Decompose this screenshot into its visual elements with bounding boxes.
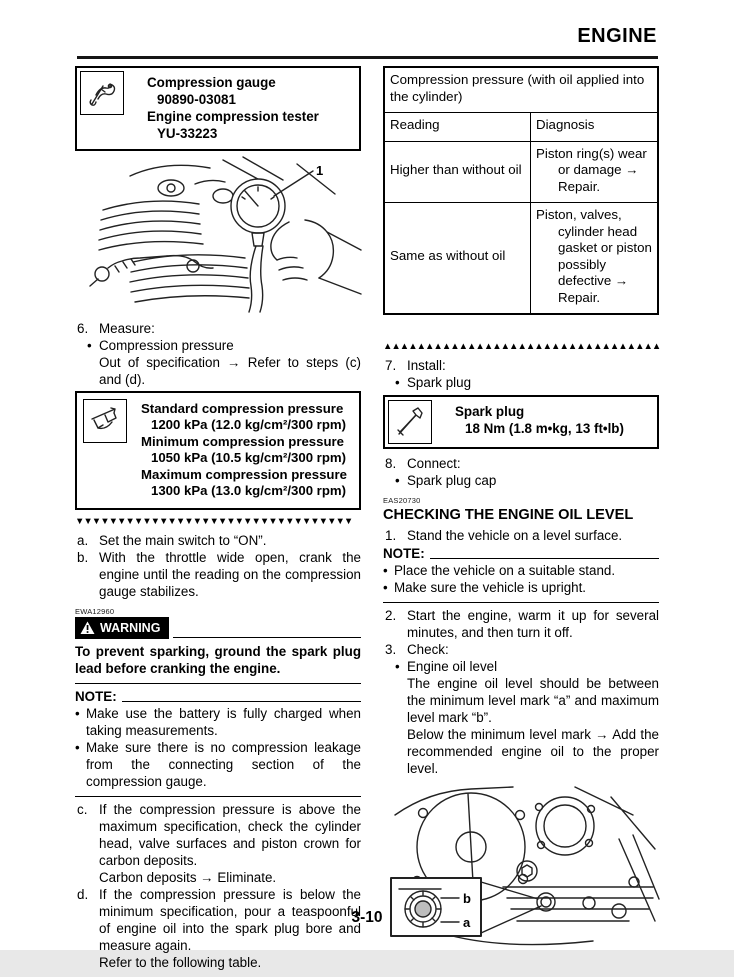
step-letter: c. <box>77 802 88 818</box>
section-code: EAS20730 <box>383 496 421 505</box>
procedure-end-separator: ▲▲▲▲▲▲▲▲▲▲▲▲▲▲▲▲▲▲▲▲▲▲▲▲▲▲▲▲▲▲▲▲▲ <box>383 341 661 352</box>
left-column <box>75 66 361 971</box>
step-3-check <box>383 641 659 658</box>
bullet-dot <box>395 658 407 777</box>
step-label: Connect: <box>407 456 461 471</box>
step-label: Check: <box>407 642 449 657</box>
spec-value-standard: 1200 kPa (12.0 kg/cm²/300 rpm) <box>151 417 346 433</box>
cell-diagnosis: Piston ring(s) wear or damage → Repair. <box>531 141 659 203</box>
oil-level-action: Below the minimum level mark → Add the recommended engine oil to the proper level. <box>407 727 659 776</box>
bullet-text: Engine oil level <box>407 659 498 674</box>
step-7-bullet: • Spark plug <box>383 374 659 391</box>
note-label: NOTE: <box>383 546 425 561</box>
step-8-bullet: • Spark plug cap <box>383 472 659 489</box>
step-7-install <box>383 357 659 374</box>
page-number: 3-10 <box>351 909 383 926</box>
step-2-start-engine <box>383 607 659 641</box>
note-end-rule <box>383 602 659 603</box>
step-text-detail: Carbon deposits → Eliminate. <box>99 870 277 886</box>
bullet-dot <box>75 705 86 739</box>
column-header-diagnosis: Diagnosis <box>531 113 659 142</box>
bullet-dot <box>395 472 407 489</box>
page-title: ENGINE <box>577 25 657 47</box>
step-d <box>75 886 361 971</box>
tool-number-2: YU-33223 <box>157 126 218 141</box>
right-column <box>383 66 659 977</box>
bullet-dot <box>383 562 394 579</box>
warning-badge <box>75 617 169 639</box>
bullet-text: Compression pressure <box>99 338 234 353</box>
note-item: • Make sure there is no compression leakage from the connecting section of the compression gauge. <box>75 739 361 790</box>
figure-oil-level <box>383 781 659 975</box>
spec-value-minimum: 1050 kPa (10.5 kg/cm²/300 rpm) <box>151 450 346 466</box>
oil-level-description: The engine oil level should be between the minimum level mark “a” and maximum level mark “b”. <box>407 676 659 725</box>
step-text: Stand the vehicle on a level surface. <box>407 528 623 543</box>
table-header-row <box>384 113 658 142</box>
step-text <box>99 886 361 971</box>
figure2-label-min: a <box>463 915 471 930</box>
step-text: With the throttle wide open, crank the engine until the reading on the compression gauge stabilizes. <box>99 550 361 600</box>
torque-wrench-icon <box>388 400 432 444</box>
step-text <box>99 801 361 886</box>
torque-value: 18 Nm (1.8 m•kg, 13 ft•lb) <box>465 421 624 436</box>
bullet-dot <box>87 337 99 354</box>
warning-code: EWA12960 <box>75 607 115 617</box>
tool-number-1: 90890-03081 <box>157 92 236 107</box>
step-6-bullet <box>75 337 361 354</box>
bullet-dot <box>383 579 394 596</box>
step-label: Install: <box>407 358 446 373</box>
warning-label: WARNING <box>100 620 161 635</box>
note-header <box>75 688 361 705</box>
step-text-main: If the compression pressure is below the minimum specification, pour a teaspoonful of engine oil into the spark plug bore and measure again. <box>99 887 361 954</box>
warning-triangle-icon <box>80 621 95 635</box>
step-6-measure <box>75 320 361 337</box>
special-tool-box <box>75 66 361 151</box>
section-rule <box>75 683 361 684</box>
step-text: Start the engine, warm it up for several minutes, and then turn it off. <box>407 608 659 640</box>
note-item: • Place the vehicle on a suitable stand. <box>383 562 659 579</box>
cell-diagnosis: Piston, valves, cylinder head gasket or piston possibly defective → Repair. <box>531 203 659 315</box>
warning-rule <box>173 637 361 638</box>
step-number: 3. <box>385 642 397 657</box>
procedure-start-separator: ▼▼▼▼▼▼▼▼▼▼▼▼▼▼▼▼▼▼▼▼▼▼▼▼▼▼▼▼▼▼▼▼▼ <box>75 516 353 528</box>
spec-value-maximum: 1300 kPa (13.0 kg/cm²/300 rpm) <box>151 483 346 499</box>
warning-text: To prevent sparking, ground the spark plug lead before cranking the engine. <box>75 644 361 677</box>
spec-name-minimum: Minimum compression pressure <box>141 433 344 449</box>
header-divider <box>77 56 658 59</box>
note-rule <box>122 701 361 702</box>
step-text-detail: Refer to the following table. <box>99 955 262 971</box>
figure2-label-max: b <box>463 891 471 906</box>
tool-name-1: Compression gauge <box>147 75 276 90</box>
figure1-callout-label: 1 <box>316 163 324 178</box>
step-number: 1. <box>385 528 397 543</box>
spec-name-maximum: Maximum compression pressure <box>141 466 347 482</box>
step-number: 8. <box>385 456 397 471</box>
torque-text <box>435 397 626 444</box>
warning-banner <box>75 617 361 639</box>
table-row <box>384 141 658 203</box>
step-a <box>75 532 361 549</box>
step-label: Measure: <box>99 321 155 336</box>
cell-reading: Same as without oil <box>384 203 531 315</box>
note-end-rule <box>75 796 361 797</box>
column-header-reading: Reading <box>384 113 531 142</box>
step-text: Set the main switch to “ON”. <box>99 533 267 549</box>
step-number: 6. <box>77 321 89 336</box>
step-3-bullet <box>383 658 659 777</box>
bullet-block <box>407 658 659 777</box>
step-letter: b. <box>77 550 89 566</box>
step-number: 2. <box>385 608 397 623</box>
step-letter: d. <box>77 887 89 903</box>
step-8-connect <box>383 455 659 472</box>
section-heading: CHECKING THE ENGINE OIL LEVEL <box>383 507 634 523</box>
torque-spec-box <box>383 395 659 449</box>
compression-diagnosis-table <box>383 66 659 315</box>
spec-name-standard: Standard compression pressure <box>141 401 344 416</box>
step-c <box>75 801 361 886</box>
step-1-stand <box>383 527 659 544</box>
note-rule <box>430 558 659 559</box>
tool-name-2: Engine compression tester <box>147 109 319 124</box>
torque-item: Spark plug <box>455 404 525 419</box>
step-b <box>75 549 361 600</box>
note-header <box>383 545 659 562</box>
figure-compression-gauge <box>75 154 361 318</box>
step-6-detail <box>75 354 361 388</box>
cell-reading: Higher than without oil <box>384 141 531 203</box>
table-caption: Compression pressure (with oil applied into the cylinder) <box>384 67 658 113</box>
note-label: NOTE: <box>75 689 117 705</box>
detail-text: Out of specification → Refer to steps (c) and (d). <box>99 355 361 387</box>
step-text-main: If the compression pressure is above the maximum specification, check the cylinder head, valve surfaces and piston crown for carbon deposits. <box>99 802 361 869</box>
special-tool-icon <box>80 71 124 115</box>
compression-spec-box <box>75 391 361 510</box>
caliper-gauge-icon <box>83 399 127 443</box>
step-letter: a. <box>77 533 89 549</box>
bullet-dot <box>395 374 407 391</box>
table-caption-row <box>384 67 658 113</box>
note-item: • Make sure the vehicle is upright. <box>383 579 659 596</box>
bullet-dot <box>75 739 86 790</box>
step-number: 7. <box>385 358 397 373</box>
special-tool-text <box>127 68 321 149</box>
note-item: • Make use the battery is fully charged when taking measurements. <box>75 705 361 739</box>
table-row <box>384 203 658 315</box>
